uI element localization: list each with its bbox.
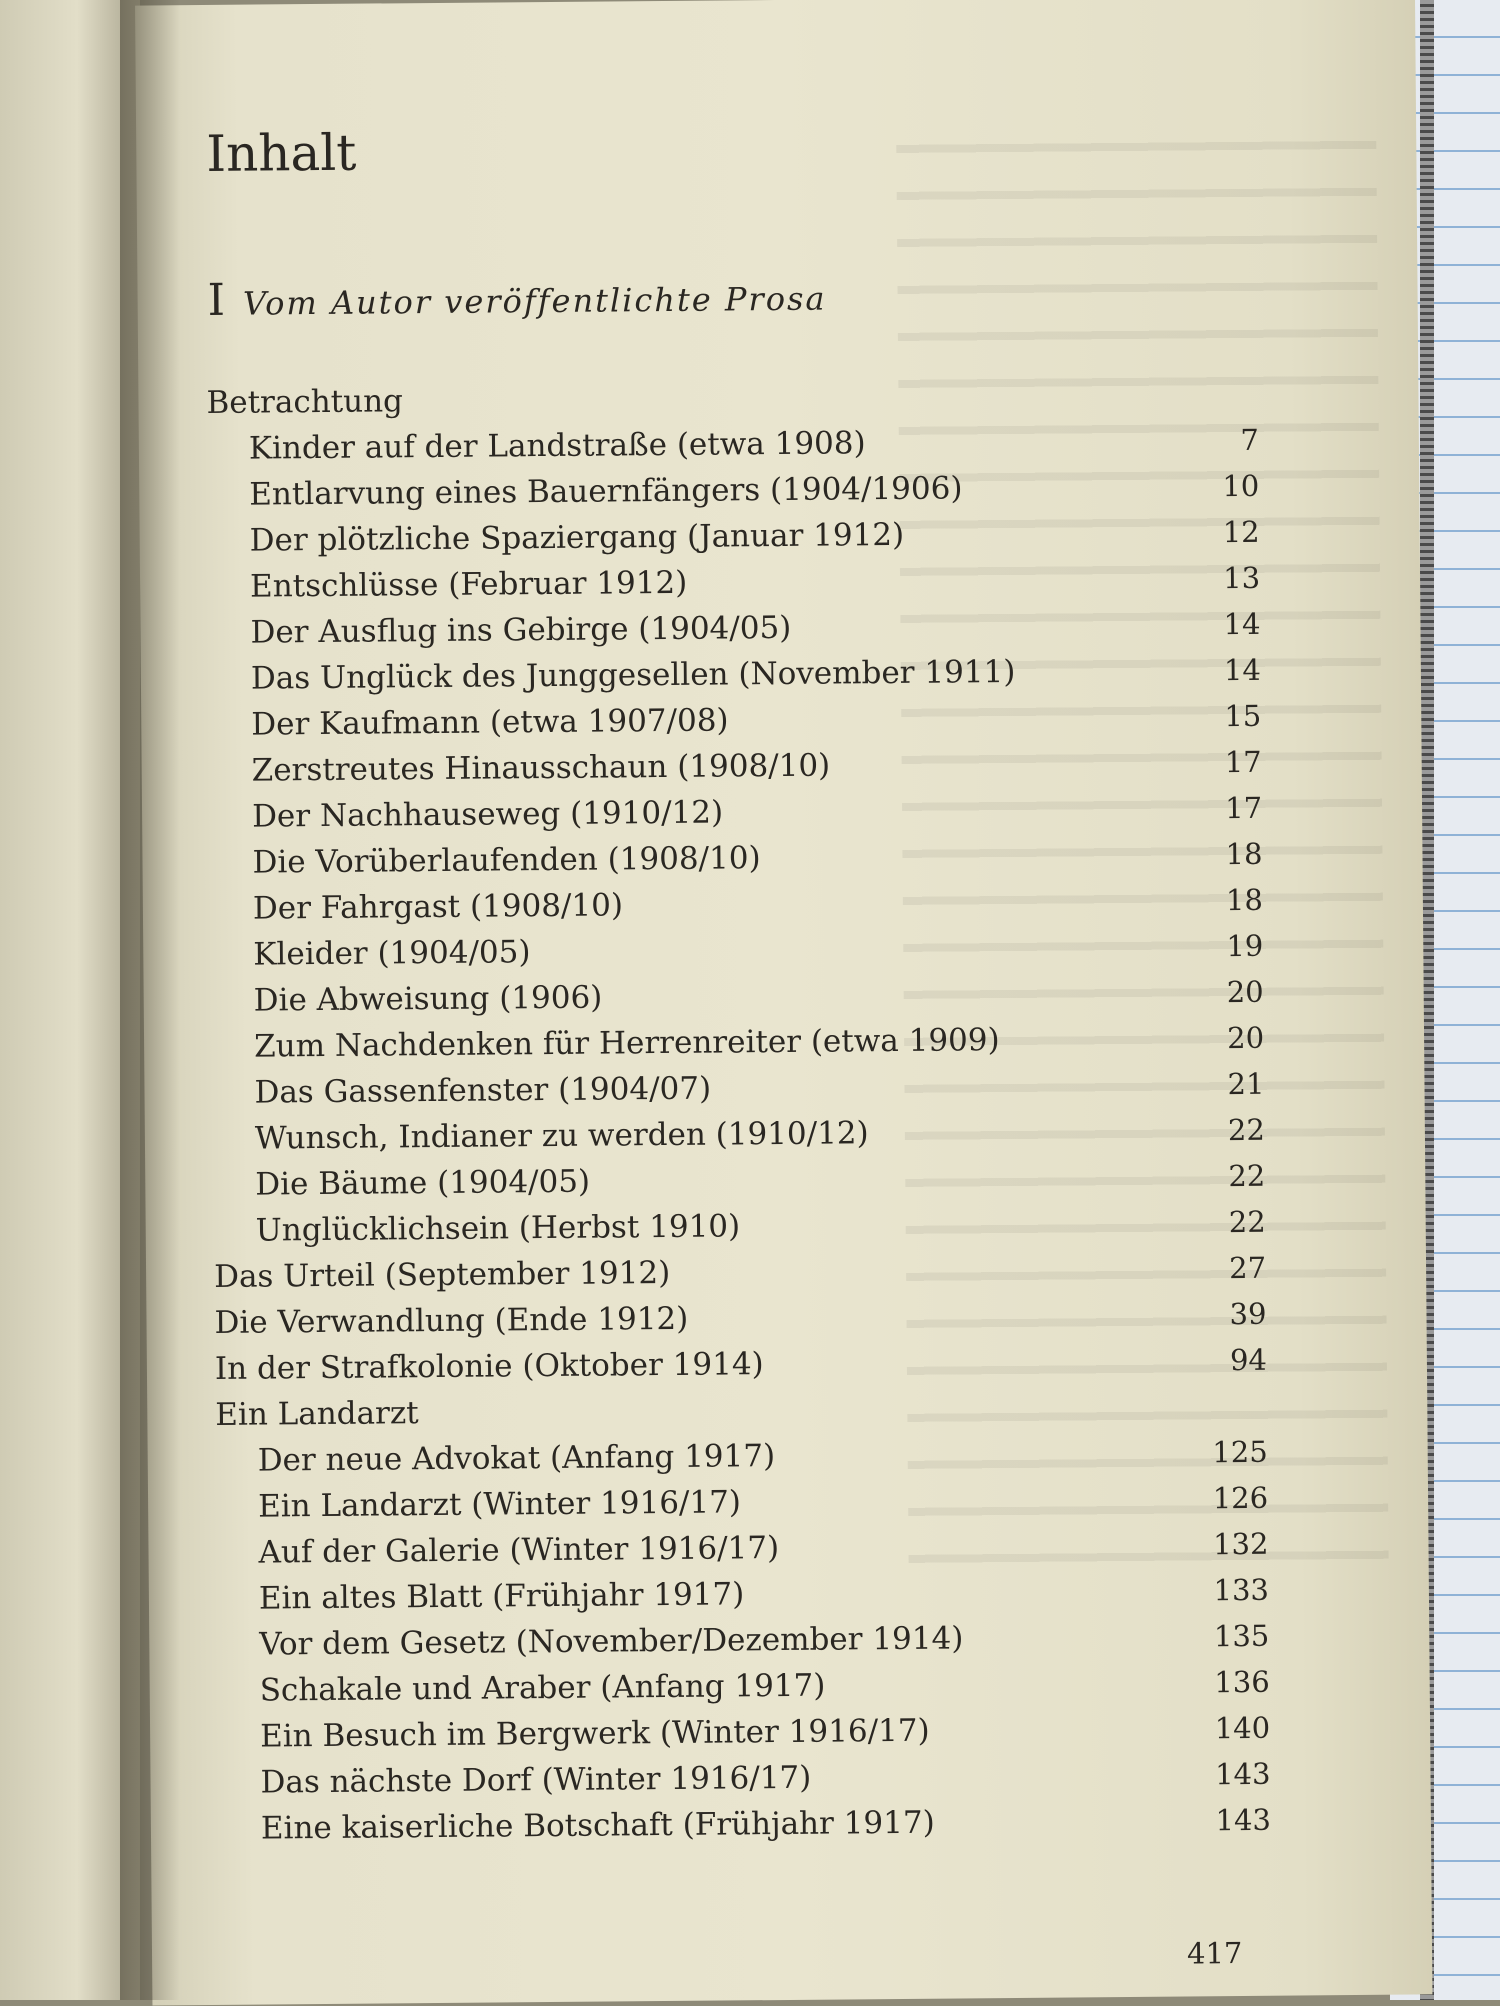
entry-page-number: 39: [1229, 1296, 1267, 1332]
entry-title: Auf der Galerie (Winter 1916/17): [258, 1530, 780, 1571]
toc-entry: [215, 1342, 1267, 1395]
toc-entry: [259, 1618, 1269, 1671]
folio: 417: [1186, 1935, 1243, 1971]
entry-page-number: 143: [1215, 1802, 1272, 1838]
entry-title: Schakale und Araber (Anfang 1917): [259, 1667, 826, 1709]
section-heading: Betrachtung: [206, 383, 404, 421]
toc-entry: [254, 1020, 1264, 1073]
entry-page-number: 13: [1223, 560, 1261, 596]
toc-entry: [260, 1756, 1270, 1809]
toc-entry: [214, 1296, 1266, 1349]
toc-entry: [260, 1710, 1270, 1763]
entry-page-number: 15: [1224, 698, 1262, 734]
entry-title: Der plötzliche Spaziergang (Januar 1912): [249, 516, 905, 559]
entry-page-number: 21: [1227, 1066, 1265, 1102]
entry-title: Ein Besuch im Bergwerk (Winter 1916/17): [259, 1712, 930, 1755]
entry-title: In der Strafkolonie (Oktober 1914): [214, 1346, 764, 1387]
entry-title: Der Kaufmann (etwa 1907/08): [251, 702, 729, 743]
toc-entry: [249, 422, 1259, 475]
left-page-edge: [0, 0, 140, 2000]
entry-title: Die Verwandlung (Ende 1912): [214, 1300, 689, 1341]
entry-page-number: 135: [1213, 1618, 1270, 1654]
entry-page-number: 22: [1227, 1112, 1266, 1148]
entry-title: Kinder auf der Landstraße (etwa 1908): [248, 425, 866, 467]
toc-entry: [254, 974, 1264, 1027]
entry-page-number: 20: [1226, 974, 1264, 1010]
book-page: [135, 0, 1432, 2006]
toc-entry: [250, 514, 1260, 567]
toc-entry: [214, 1250, 1266, 1303]
part-numeral: I: [207, 274, 226, 326]
toc-entry: [255, 1112, 1265, 1165]
entry-title: Der neue Advokat (Anfang 1917): [257, 1438, 776, 1479]
entry-page-number: 132: [1212, 1526, 1269, 1562]
entry-title: Das Gassenfenster (1904/07): [254, 1070, 712, 1111]
toc-entry: [258, 1480, 1268, 1533]
entry-page-number: 94: [1229, 1342, 1268, 1378]
toc-entry: [254, 1066, 1264, 1119]
toc-entry: [260, 1664, 1270, 1717]
entry-page-number: 27: [1229, 1250, 1267, 1286]
toc-entry: [261, 1802, 1271, 1855]
toc-entry: [252, 836, 1262, 889]
entry-page-number: 10: [1222, 468, 1260, 504]
entry-title: Zerstreutes Hinausschaun (1908/10): [251, 747, 831, 789]
toc-entry: [251, 652, 1261, 705]
toc-entry: [250, 606, 1260, 659]
part-title: Vom Autor veröffentlichte Prosa: [242, 279, 827, 323]
entry-page-number: 22: [1228, 1158, 1266, 1194]
entry-page-number: 136: [1214, 1664, 1270, 1700]
table-of-contents: [135, 0, 1432, 2006]
entry-page-number: 7: [1240, 422, 1260, 457]
entry-page-number: 140: [1214, 1710, 1271, 1746]
entry-title: Ein altes Blatt (Frühjahr 1917): [258, 1576, 745, 1617]
entry-page-number: 126: [1212, 1480, 1269, 1516]
entry-page-number: 14: [1223, 606, 1261, 642]
entry-title: Unglücklichsein (Herbst 1910): [255, 1208, 741, 1249]
entry-title: Die Vorüberlaufenden (1908/10): [252, 840, 761, 881]
toc-entry: [251, 698, 1261, 751]
entry-page-number: 22: [1228, 1204, 1266, 1240]
entry-page-number: 12: [1222, 514, 1260, 550]
book-gutter-shadow: [120, 0, 180, 2000]
toc-entry: [250, 560, 1260, 613]
toc-entry: [253, 928, 1263, 981]
entry-title: Ein Landarzt (Winter 1916/17): [257, 1484, 742, 1525]
entry-page-number: 20: [1227, 1020, 1265, 1056]
entry-title: Wunsch, Indianer zu werden (1910/12): [254, 1115, 869, 1157]
toc-entry: [258, 1526, 1268, 1579]
entry-page-number: 18: [1225, 882, 1264, 918]
entry-title: Der Ausflug ins Gebirge (1904/05): [250, 609, 792, 651]
toc-entry: [253, 882, 1263, 935]
entry-page-number: 17: [1224, 744, 1262, 780]
toc-entry: [258, 1434, 1268, 1487]
toc-entry: [252, 744, 1262, 797]
entry-title: Der Nachhauseweg (1910/12): [251, 794, 724, 835]
entry-page-number: 133: [1213, 1572, 1270, 1608]
entry-title: Die Bäume (1904/05): [255, 1163, 591, 1203]
toc-entry: [259, 1572, 1269, 1625]
entry-title: Der Fahrgast (1908/10): [252, 887, 624, 927]
entry-page-number: 18: [1225, 836, 1263, 872]
page-title: Inhalt: [206, 123, 357, 183]
entry-page-number: 17: [1225, 790, 1263, 826]
toc-entry: [255, 1158, 1265, 1211]
entry-title: Zum Nachdenken für Herrenreiter (etwa 1909): [253, 1022, 1000, 1065]
entry-title: Die Abweisung (1906): [253, 979, 603, 1019]
entry-title: Das Urteil (September 1912): [213, 1254, 671, 1295]
entry-title: Kleider (1904/05): [253, 934, 531, 973]
entry-title: Das nächste Dorf (Winter 1916/17): [260, 1759, 812, 1801]
entry-title: Das Unglück des Junggesellen (November 1911): [250, 653, 1016, 697]
toc-entry: [249, 468, 1259, 521]
toc-entry: [252, 790, 1262, 843]
entry-page-number: 125: [1212, 1434, 1268, 1470]
entry-title: Entlarvung eines Bauernfängers (1904/1906): [249, 470, 963, 513]
entry-title: Vor dem Gesetz (November/Dezember 1914): [259, 1620, 964, 1663]
entry-page-number: 14: [1223, 652, 1262, 688]
entry-title: Entschlüsse (Februar 1912): [249, 564, 688, 605]
entry-page-number: 19: [1226, 928, 1264, 964]
entry-title: Eine kaiserliche Botschaft (Frühjahr 1917): [260, 1804, 935, 1847]
section-heading: Ein Landarzt: [215, 1395, 419, 1433]
toc-entry: [256, 1204, 1266, 1257]
entry-page-number: 143: [1214, 1756, 1271, 1792]
